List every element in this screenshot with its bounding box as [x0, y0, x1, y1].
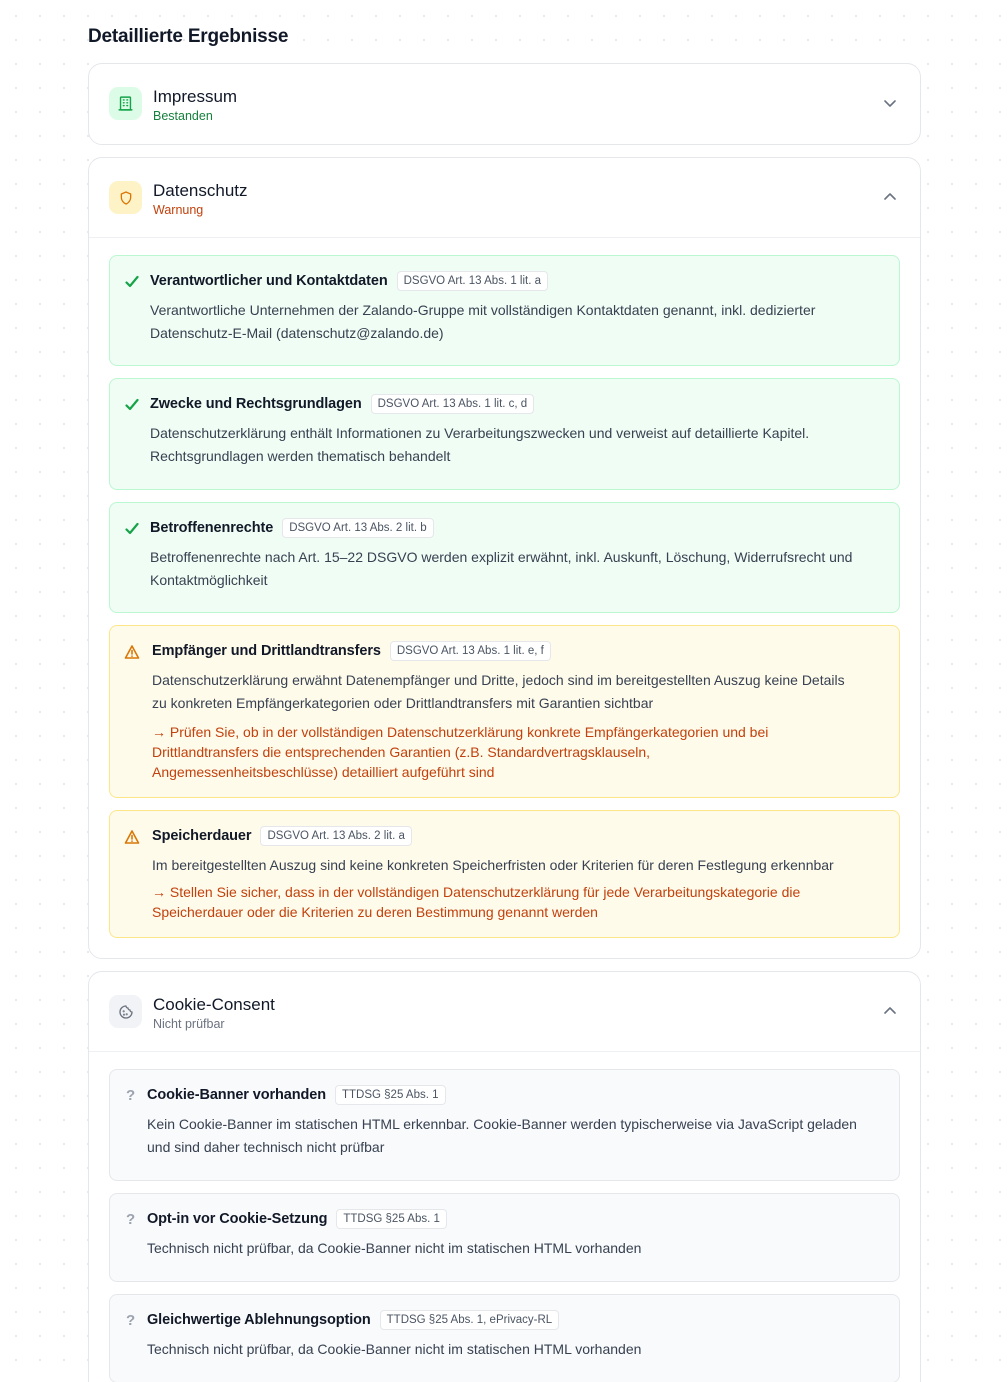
card-header[interactable]: [89, 64, 920, 144]
item-title: Opt-in vor Cookie-Setzung: [147, 1211, 328, 1227]
item-description: Technisch nicht prüfbar, da Cookie-Banner nicht im statischen HTML vorhanden: [147, 1240, 642, 1256]
check-item: [109, 502, 900, 613]
recommendation-hint: → Stellen Sie sicher, dass in der vollständigen Datenschutzerklärung für jede Verarbeitungskategorie die Speicherdauer oder die Kriterien zu deren Bestimmung genannt werden: [152, 884, 801, 920]
law-reference-tag: TTDSG §25 Abs. 1: [335, 1085, 446, 1105]
check-item: [109, 1069, 900, 1181]
law-reference-tag: DSGVO Art. 13 Abs. 2 lit. b: [282, 518, 433, 538]
law-reference-tag: DSGVO Art. 13 Abs. 2 lit. a: [260, 826, 411, 846]
card-impressum[interactable]: [88, 63, 921, 145]
section-title: Detaillierte Ergebnisse: [88, 26, 289, 47]
law-reference-tag: DSGVO Art. 13 Abs. 1 lit. c, d: [371, 394, 535, 414]
item-title: Cookie-Banner vorhanden: [147, 1087, 326, 1103]
warning-icon: [124, 829, 140, 845]
chevron-down-icon[interactable]: [882, 95, 898, 111]
shield-icon: [109, 181, 142, 214]
item-title: Empfänger und Drittlandtransfers: [152, 643, 381, 659]
law-reference-tag: TTDSG §25 Abs. 1, ePrivacy-RL: [380, 1310, 560, 1330]
building-icon: [109, 87, 142, 120]
check-item: [109, 1294, 900, 1382]
card-title: Cookie-Consent: [153, 995, 275, 1014]
chevron-up-icon[interactable]: [882, 189, 898, 205]
recommendation-hint: → Prüfen Sie, ob in der vollständigen Datenschutzerklärung konkrete Empfängerkategorien und bei Drittlandtransfers die entsprechenden Garantien (z.B. Standardvertragsklauseln, Angemessenheitsbeschlüsse) detailliert aufgeführt sind: [152, 724, 769, 780]
question-icon: ?: [126, 1312, 136, 1329]
card-header[interactable]: [89, 972, 920, 1052]
item-description: Kein Cookie-Banner im statischen HTML erkennbar. Cookie-Banner werden typischerweise via JavaScript geladen und sind daher technisch nicht prüfbar: [147, 1116, 857, 1155]
check-item: [109, 625, 900, 798]
card-datenschutz[interactable]: [88, 157, 921, 959]
card-title: Impressum: [153, 87, 238, 106]
item-description: Datenschutzerklärung enthält Informationen zu Verarbeitungszwecken und verweist auf detaillierte Kapitel. Rechtsgrundlagen werden thematisch behandelt: [150, 425, 810, 464]
law-reference-tag: DSGVO Art. 13 Abs. 1 lit. a: [397, 271, 548, 291]
question-icon: ?: [126, 1087, 136, 1104]
check-item: [109, 255, 900, 366]
check-item: [109, 378, 900, 490]
cookie-icon: [109, 995, 142, 1028]
item-title: Verantwortlicher und Kontaktdaten: [150, 273, 388, 289]
chevron-up-icon[interactable]: [882, 1003, 898, 1019]
check-icon: [124, 397, 140, 413]
law-reference-tag: DSGVO Art. 13 Abs. 1 lit. e, f: [390, 641, 551, 661]
item-description: Betroffenenrechte nach Art. 15–22 DSGVO werden explizit erwähnt, inkl. Auskunft, Löschung, Widerrufsrecht und Kontaktmöglichkeit: [150, 549, 853, 588]
check-icon: [124, 521, 140, 537]
check-icon: [124, 274, 140, 290]
card-status: Warnung: [153, 203, 204, 217]
card-status: Bestanden: [153, 109, 213, 123]
item-description: Datenschutzerklärung erwähnt Datenempfänger und Dritte, jedoch sind im bereitgestellten Auszug keine Details zu konkreten Empfängerkategorien oder Drittlandtransfers mit Garantien sichtbar: [152, 672, 845, 711]
item-description: Technisch nicht prüfbar, da Cookie-Banner nicht im statischen HTML vorhanden: [147, 1341, 642, 1357]
law-reference-tag: TTDSG §25 Abs. 1: [336, 1209, 447, 1229]
card-cookie-consent[interactable]: [88, 971, 921, 1382]
warning-icon: [124, 644, 140, 660]
card-header[interactable]: [89, 158, 920, 238]
item-title: Speicherdauer: [152, 828, 252, 844]
card-status: Nicht prüfbar: [153, 1017, 225, 1031]
check-item: [109, 810, 900, 938]
check-item: [109, 1193, 900, 1282]
item-title: Zwecke und Rechtsgrundlagen: [150, 396, 362, 412]
item-description: Im bereitgestellten Auszug sind keine konkreten Speicherfristen oder Kriterien für deren Festlegung erkennbar: [152, 857, 834, 873]
item-description: Verantwortliche Unternehmen der Zalando-Gruppe mit vollständigen Kontaktdaten genannt, inkl. dedizierter Datenschutz-E-Mail (datenschutz@zalando.de): [150, 302, 816, 341]
item-title: Betroffenenrechte: [150, 520, 274, 536]
item-title: Gleichwertige Ablehnungsoption: [147, 1312, 371, 1328]
question-icon: ?: [126, 1211, 136, 1228]
card-title: Datenschutz: [153, 181, 248, 200]
